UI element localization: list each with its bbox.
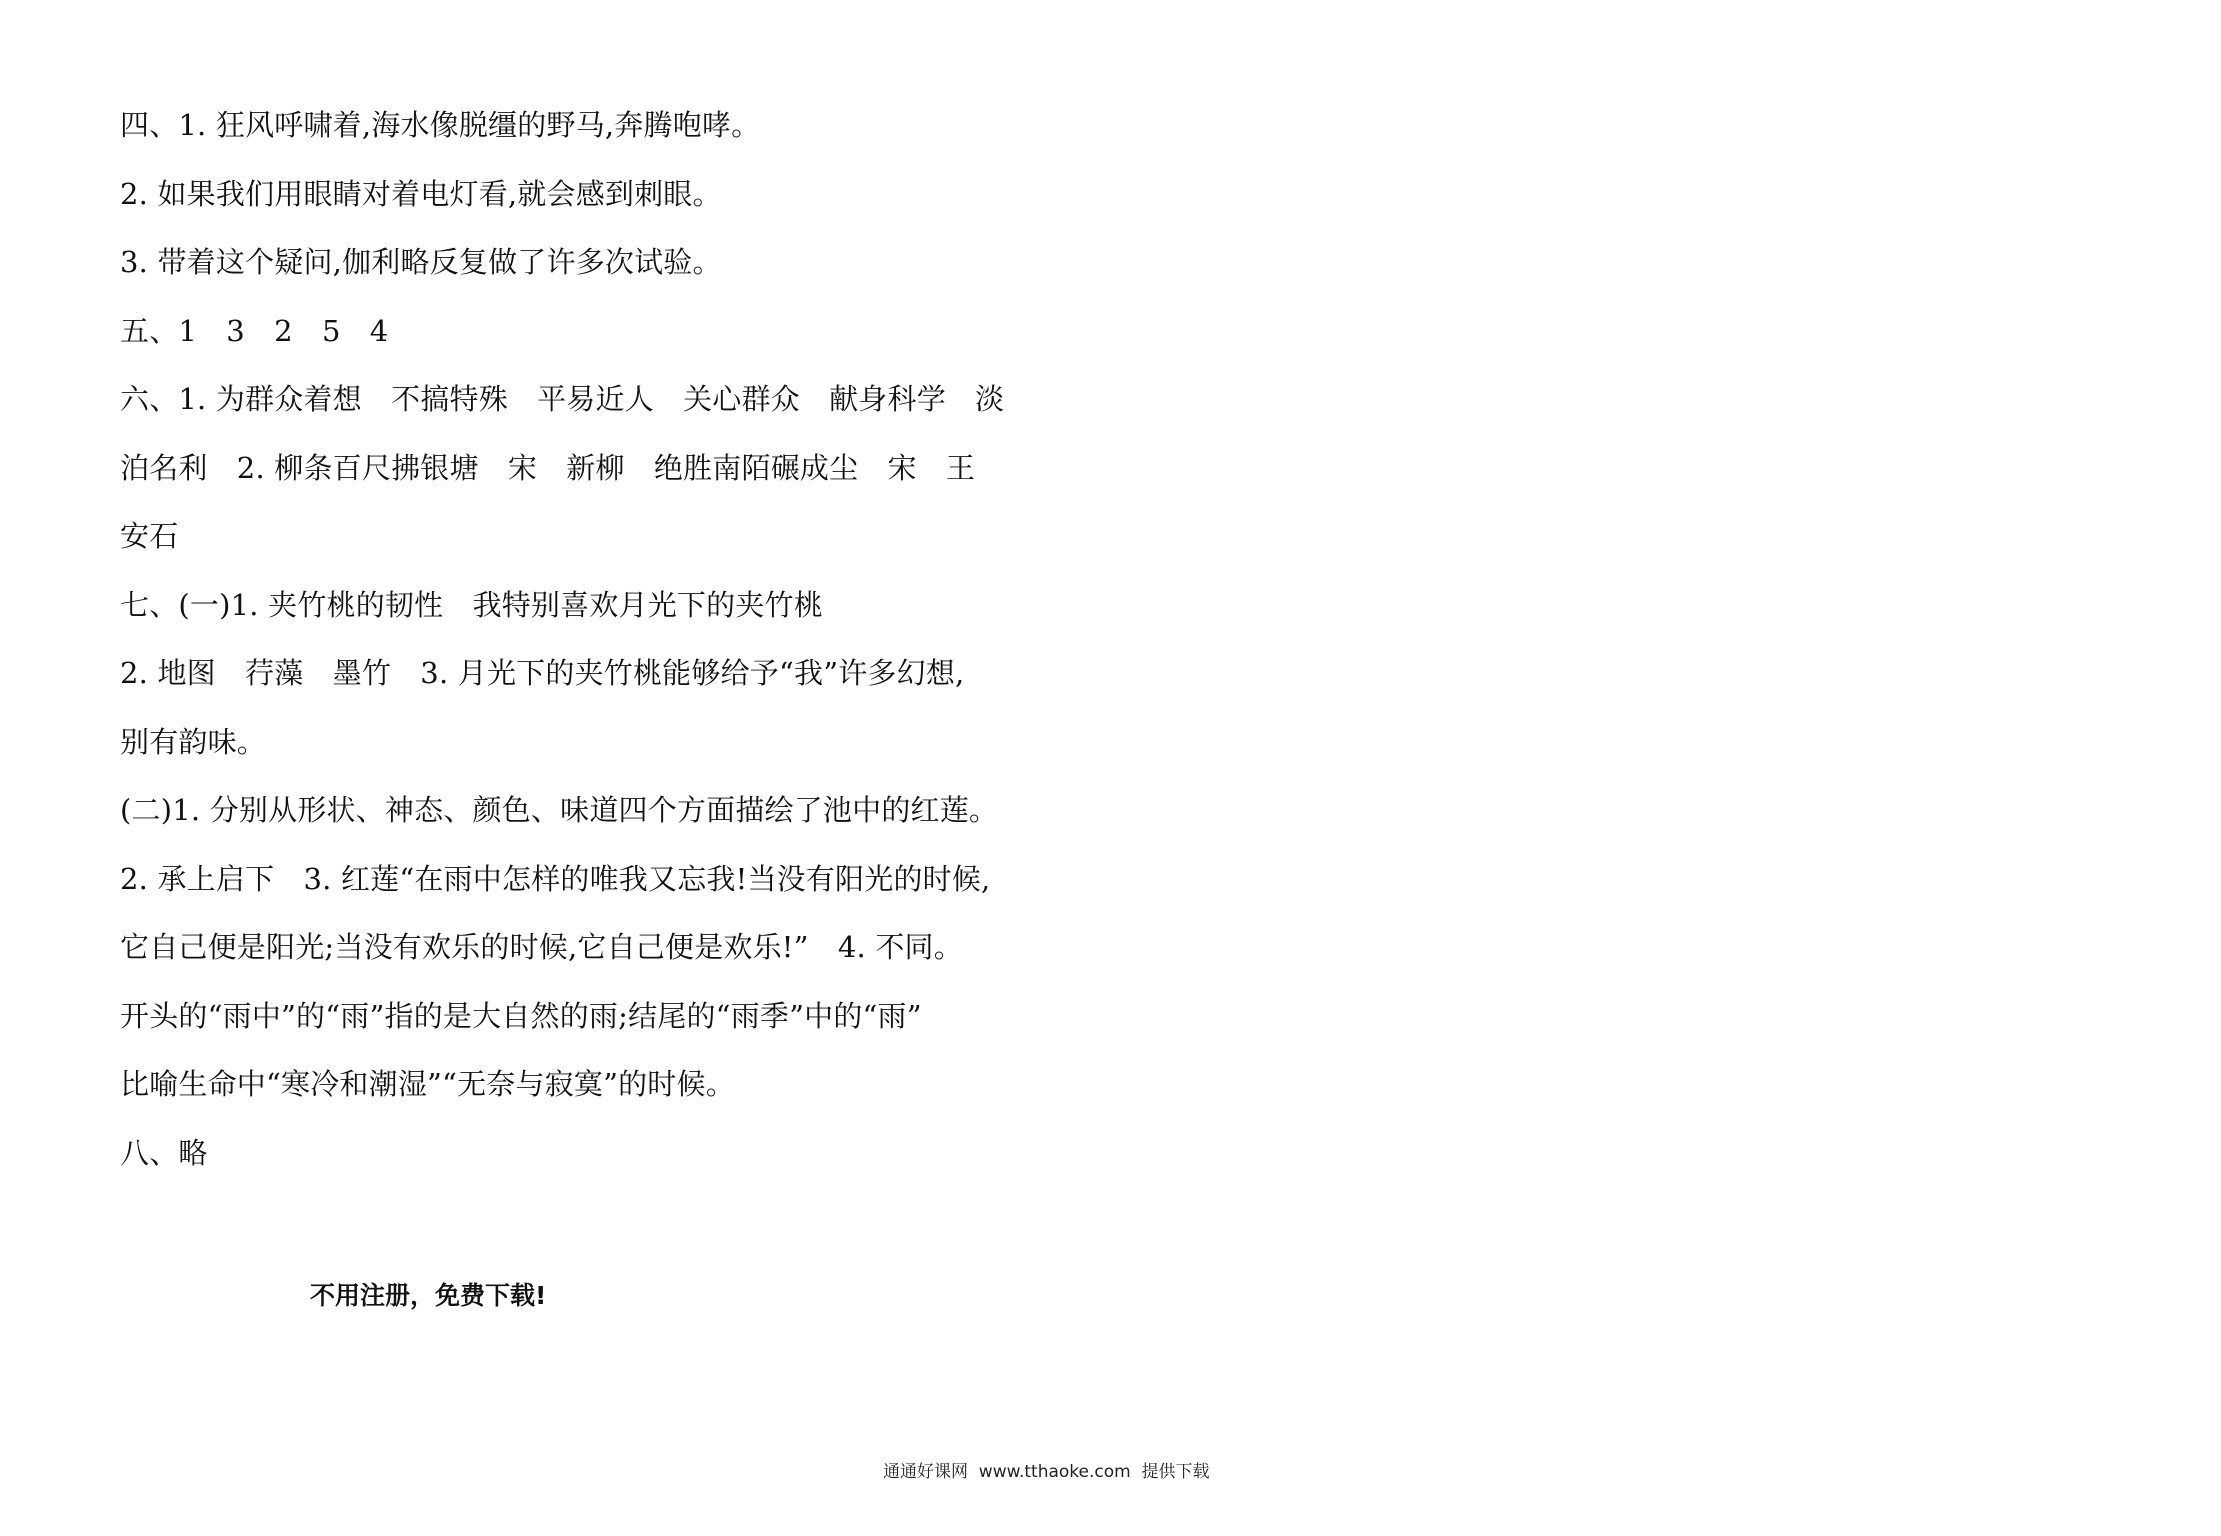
answer-line: 安石 [120,519,179,553]
answer-line: 五、1 3 2 5 4 [120,313,389,348]
answer-line: (二)1. 分别从形状、神态、颜色、味道四个方面描绘了池中的红莲。 [120,793,999,827]
answer-line: 2. 如果我们用眼睛对着电灯看,就会感到刺眼。 [120,176,722,211]
answer-line: 它自己便是阳光;当没有欢乐的时候,它自己便是欢乐!” 4. 不同。 [120,930,963,964]
answer-line: 八、略 [120,1135,208,1170]
footer-source-text: 通通好课网 www.tthaoke.com 提供下载 [883,1462,1210,1482]
answer-line: 比喻生命中“寒冷和潮湿”“无奈与寂寞”的时候。 [120,1067,735,1101]
promo-text: 不用注册，免费下载! [310,1281,547,1310]
answer-key [120,102,1020,1198]
answer-line: 2. 承上启下 3. 红莲“在雨中怎样的唯我又忘我!当没有阳光的时候, [120,861,991,896]
answer-line: 六、1. 为群众着想 不搞特殊 平易近人 关心群众 献身科学 淡 [120,382,1005,416]
answer-line: 别有韵味。 [120,724,267,759]
answer-line: 开头的“雨中”的“雨”指的是大自然的雨;结尾的“雨季”中的“雨” [120,998,922,1033]
answer-line: 3. 带着这个疑问,伽利略反复做了许多次试验。 [120,245,722,279]
answer-line: 七、(一)1. 夹竹桃的韧性 我特别喜欢月光下的夹竹桃 [120,587,823,622]
answer-line: 四、1. 狂风呼啸着,海水像脱缰的野马,奔腾咆哮。 [120,108,761,142]
answer-line: 泊名利 2. 柳条百尺拂银塘 宋 新柳 绝胜南陌碾成尘 宋 王 [120,450,976,485]
answer-line: 2. 地图 荇藻 墨竹 3. 月光下的夹竹桃能够给予“我”许多幻想, [120,656,965,690]
